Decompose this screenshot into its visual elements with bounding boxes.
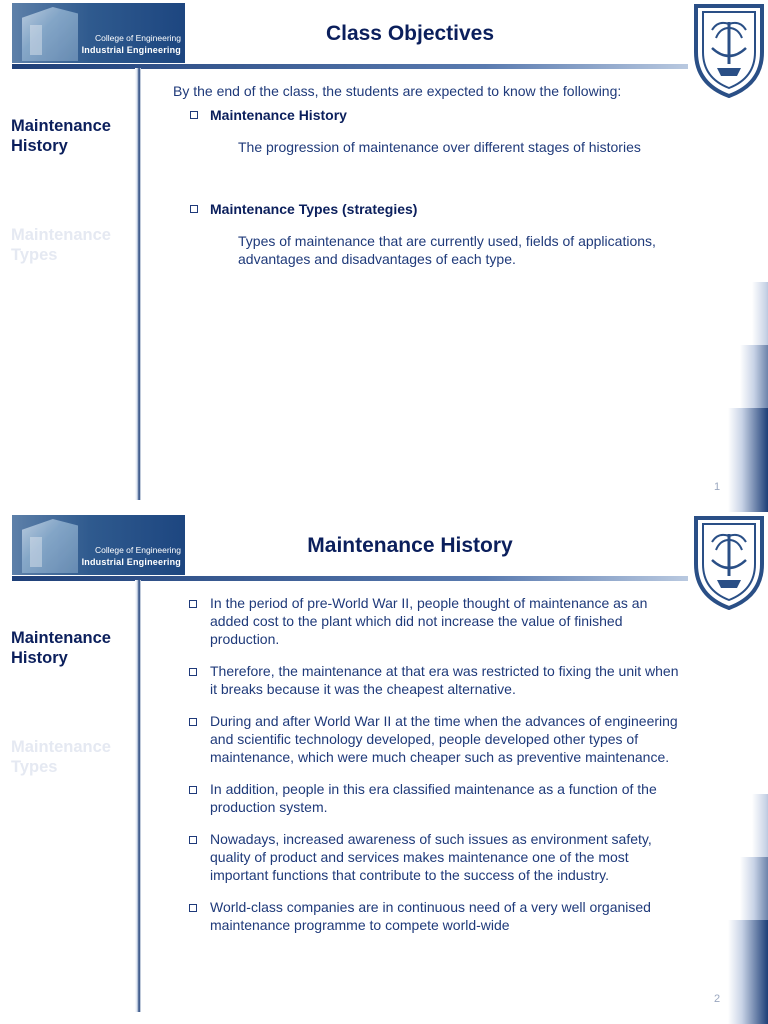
page-number: 2 xyxy=(714,993,721,1005)
building-logo-graphic xyxy=(22,519,78,573)
square-bullet-icon xyxy=(189,668,197,676)
nav-divider xyxy=(135,580,141,1012)
header-rule xyxy=(12,64,688,69)
slide-content xyxy=(173,82,683,268)
slide-title: Maintenance History xyxy=(307,534,513,557)
intro-text: By the end of the class, the students are expected to know the following: xyxy=(173,83,622,99)
objective-description: The progression of maintenance over different stages of histories xyxy=(238,139,641,155)
college-logo-banner xyxy=(12,515,185,575)
nav-item-maintenance-history[interactable]: Maintenance History xyxy=(11,629,111,667)
department-name: Industrial Engineering xyxy=(81,45,181,55)
college-logo-banner xyxy=(12,3,185,63)
university-seal-icon xyxy=(690,2,768,98)
college-name: College of Engineering xyxy=(94,545,181,555)
square-bullet-icon xyxy=(189,718,197,726)
slide-title: Class Objectives xyxy=(325,22,495,45)
list-item: Therefore, the maintenance at that era was restricted to fixing the unit when it breaks because it was the cheapest alternative. xyxy=(189,662,684,698)
square-bullet-icon xyxy=(189,600,197,608)
objective-description: Types of maintenance that are currently used, fields of applications, advantages and disadvantages of each type. xyxy=(238,233,656,267)
college-name: College of Engineering xyxy=(94,33,181,43)
header-rule xyxy=(12,576,688,581)
square-bullet-icon xyxy=(190,111,198,119)
square-bullet-icon xyxy=(190,205,198,213)
decorative-step xyxy=(728,920,768,1024)
square-bullet-icon xyxy=(189,836,197,844)
nav-item-maintenance-types[interactable]: Maintenance Types xyxy=(11,226,111,264)
page-number: 1 xyxy=(714,481,721,493)
square-bullet-icon xyxy=(189,904,197,912)
list-item: World-class companies are in continuous need of a very well organised maintenance programme to compete world-wide xyxy=(189,898,684,934)
building-logo-graphic xyxy=(22,7,78,61)
nav-item-maintenance-history[interactable]: Maintenance History xyxy=(11,117,111,155)
department-name: Industrial Engineering xyxy=(81,557,181,567)
square-bullet-icon xyxy=(189,786,197,794)
list-item: During and after World War II at the time when the advances of engineering and scientific technology developed, people developed other types of maintenance, which were much cheaper such as preventive maintenance. xyxy=(189,712,684,766)
nav-divider xyxy=(135,68,141,500)
list-item: Nowadays, increased awareness of such issues as environment safety, quality of product and services makes maintenance one of the most important functions that contribute to the success of the industry. xyxy=(189,830,684,884)
list-item: In the period of pre-World War II, people thought of maintenance as an added cost to the plant which did not increase the value of finished production. xyxy=(189,594,684,648)
university-seal-icon xyxy=(690,514,768,610)
nav-item-maintenance-types[interactable]: Maintenance Types xyxy=(11,738,111,776)
history-bullet-list xyxy=(189,594,684,948)
decorative-step xyxy=(728,408,768,512)
list-item: In addition, people in this era classified maintenance as a function of the production system. xyxy=(189,780,684,816)
objective-title: Maintenance Types (strategies) xyxy=(173,200,683,218)
objective-title: Maintenance History xyxy=(173,106,683,124)
